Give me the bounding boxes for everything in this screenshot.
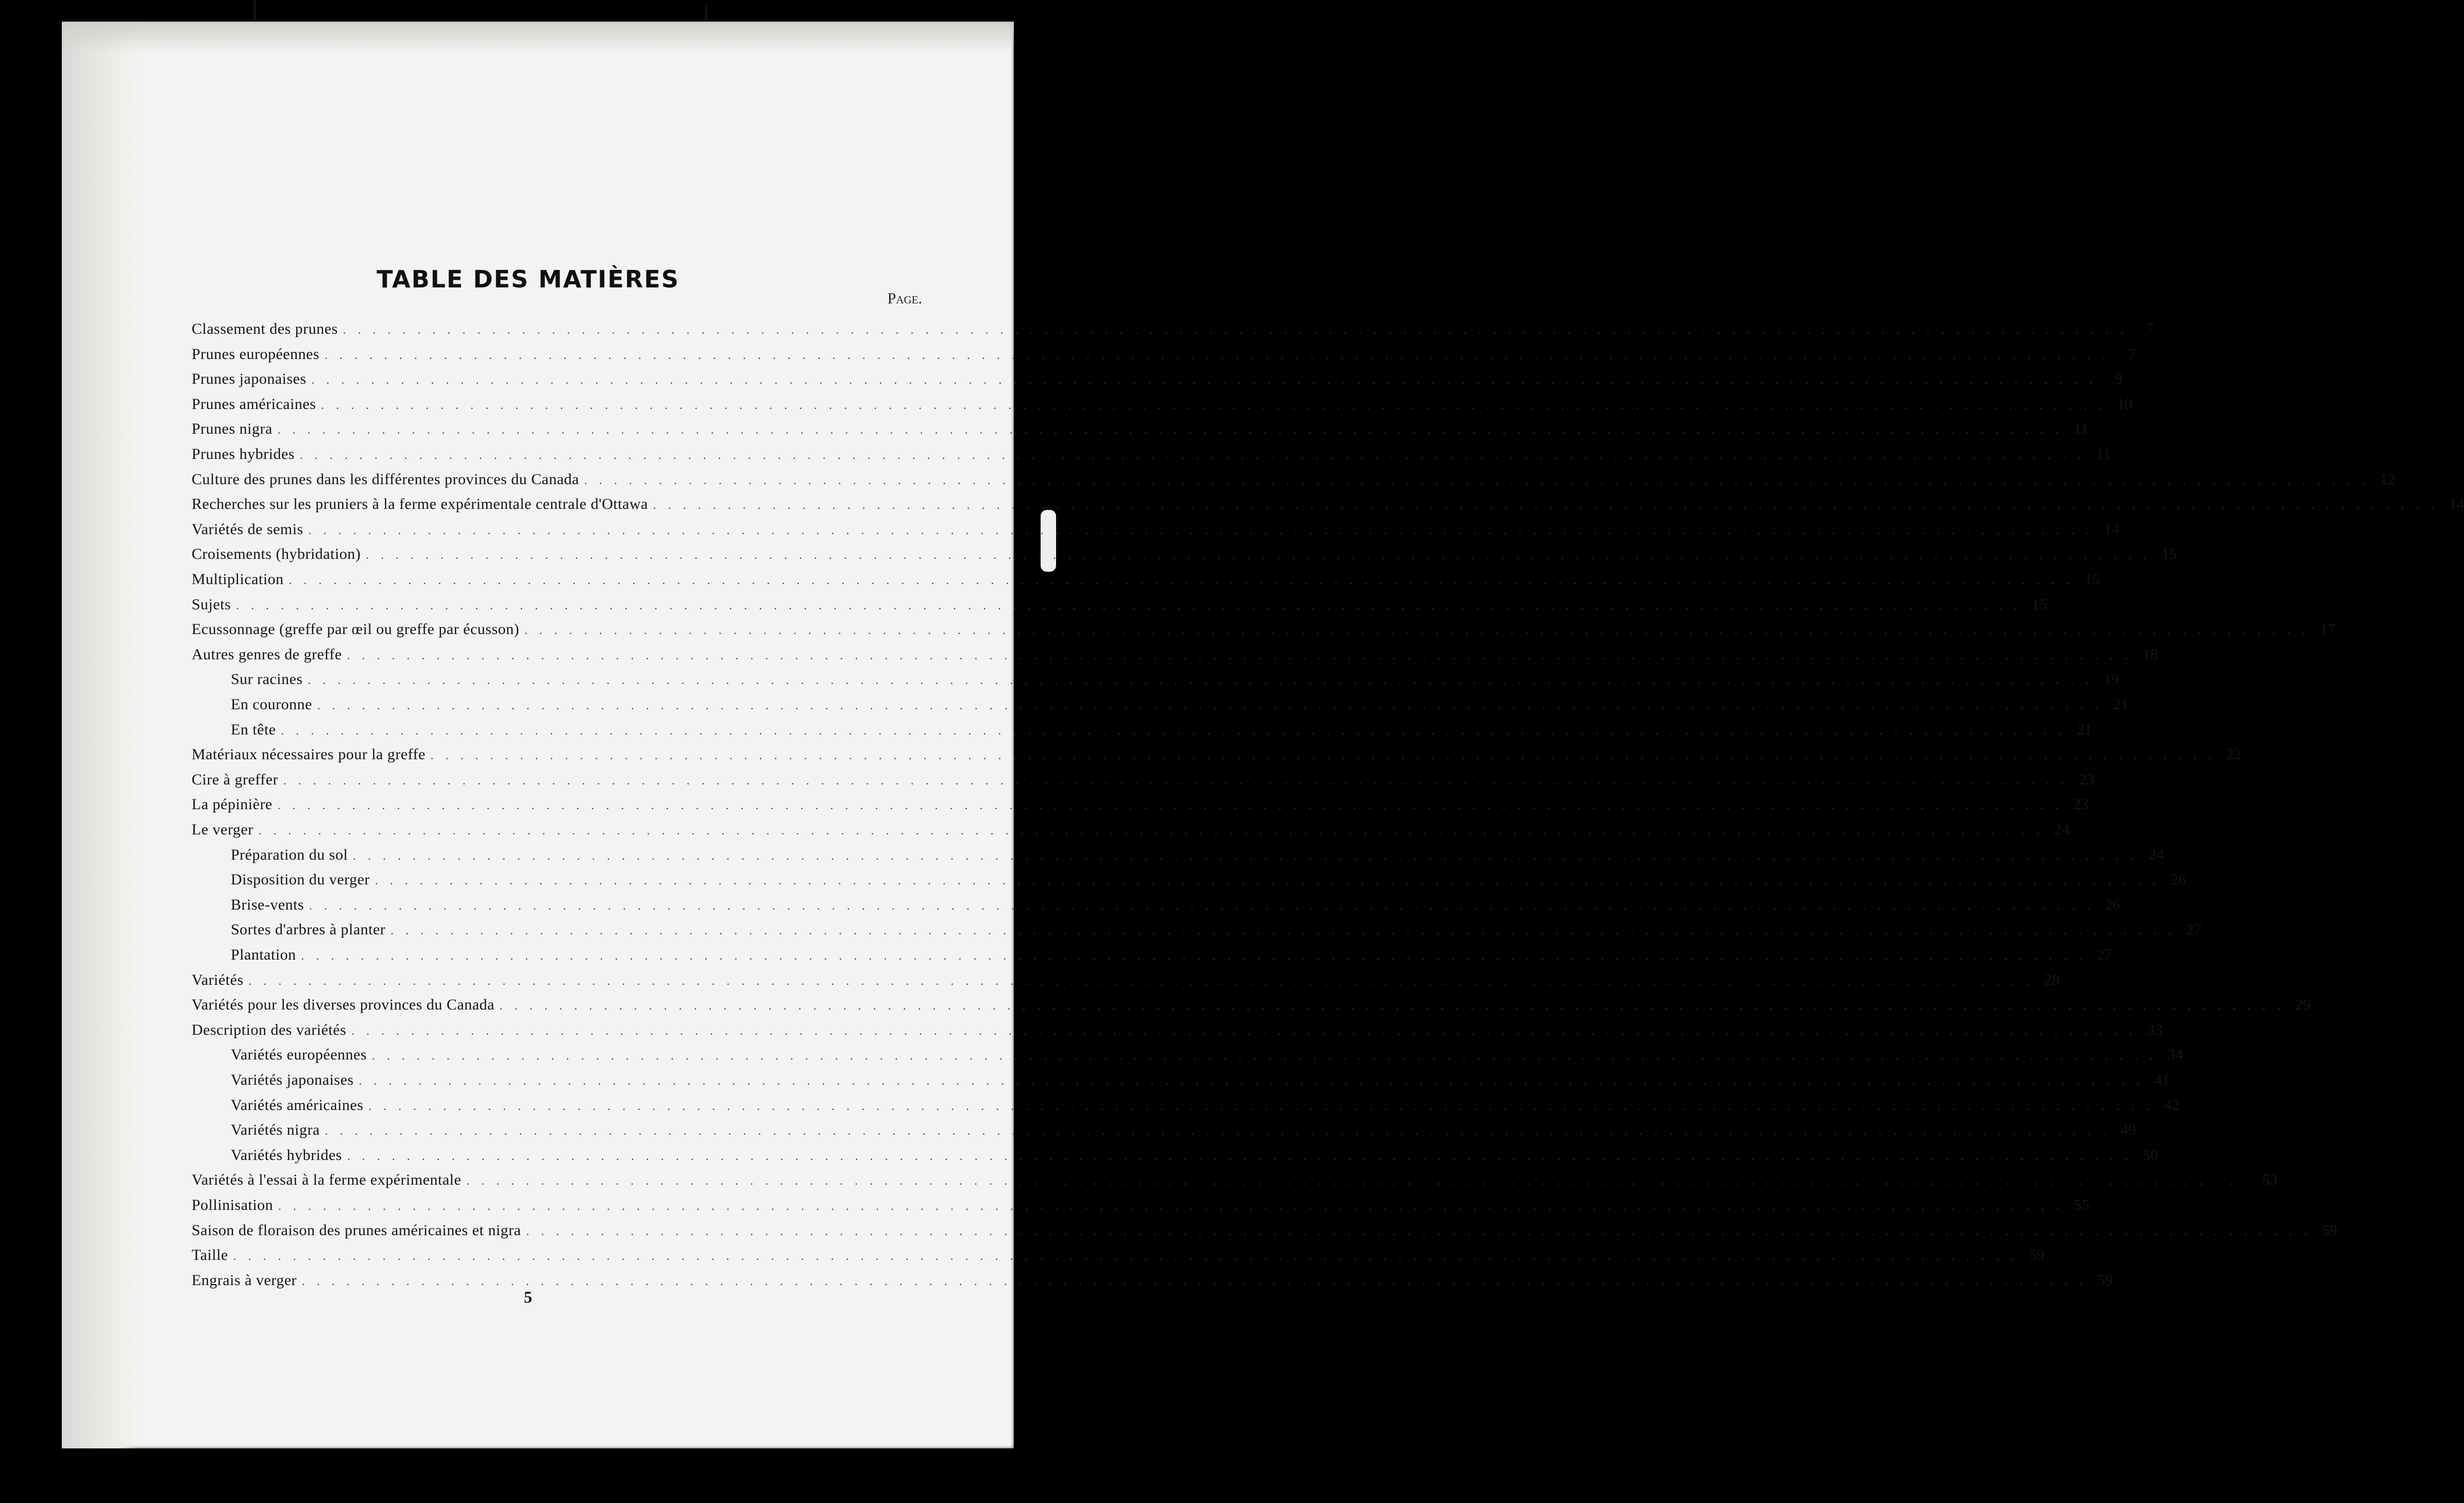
toc-entry-label: Variétés pour les diverses provinces du Canada xyxy=(192,996,495,1014)
toc-entry-label: La pépinière xyxy=(192,796,273,813)
toc-entry-label: Variétés américaines xyxy=(231,1096,364,1114)
toc-entry-label: Variétés nigra xyxy=(231,1121,320,1139)
toc-entry xyxy=(192,470,2395,492)
toc-entry-label: Pollinisation xyxy=(192,1197,274,1214)
toc-entry-label: Brise-vents xyxy=(231,896,304,913)
toc-entry-page: 41 xyxy=(2154,1071,2170,1088)
toc-entry-label: Variétés japonaises xyxy=(231,1071,354,1088)
toc-dot-leader: . . . . . . . . . . . . . . . . . . . . . . . . . . . . . . . . . . . . . . . . . . . . . . . . . . . . . . . . . . . . . . . . . . . . . . . . . . . . . . . . . . . . . . . . . . . . . . . . . . . . . . . . . . . . . . . . . . . . . . . . xyxy=(343,323,2129,336)
page-title: TABLE DES MATIÈRES xyxy=(377,265,679,293)
toc-entry-label: Multiplication xyxy=(192,571,284,588)
toc-entry-page: 21 xyxy=(2077,721,2093,738)
toc-entry-label: Variétés xyxy=(192,971,244,988)
toc-entry-label: Sortes d'arbres à planter xyxy=(231,921,386,938)
toc-entry xyxy=(231,896,2120,918)
toc-entry xyxy=(192,595,2047,618)
toc-dot-leader: . . . . . . . . . . . . . . . . . . . . . . . . . . . . . . . . . . . . . . . . . . . . . . . . . . . . . . . . . . . . . . . . . . . . . . . . . . . . . . . . . . . . . . . . . . . . . . . . . . . . . . . . . . . . . . . . . . . . . . . . xyxy=(233,1250,2019,1263)
toc-entry xyxy=(192,395,2132,417)
toc-dot-leader: . . . . . . . . . . . . . . . . . . . . . . . . . . . . . . . . . . . . . . . . . . . . . . . . . . . . . . . . . . . . . . . . . . . . . . . . . . . . . . . . . . . . . . . . . . . . . . . . . . . . . . . . . . . . . . . . . . . . . . . . xyxy=(372,1049,2157,1063)
toc-entry-label: Autres genres de greffe xyxy=(192,645,342,663)
toc-entry xyxy=(192,1221,2337,1243)
toc-entry-label: Recherches sur les pruniers à la ferme expérimentale centrale d'Ottawa xyxy=(192,496,648,513)
toc-entry-page: 59 xyxy=(2097,1271,2113,1289)
toc-entry xyxy=(192,621,2336,642)
toc-dot-leader: . . . . . . . . . . . . . . . . . . . . . . . . . . . . . . . . . . . . . . . . . . . . . . . . . . . . . . . . . . . . . . . . . . . . . . . . . . . . . . . . . . . . . . . . . . . . . . . . . . . . . . . . . . . . . . . . . . . . . . . . xyxy=(277,799,2063,812)
toc-dot-leader: . . . . . . . . . . . . . . . . . . . . . . . . . . . . . . . . . . . . . . . . . . . . . . . . . . . . . . . . . . . . . . . . . . . . . . . . . . . . . . . . . . . . . . . . . . . . . . . . . . . . . . . . . . . . . . . . . . . . . . . . xyxy=(499,999,2285,1013)
toc-entry-label: Prunes américaines xyxy=(192,395,316,413)
toc-entry xyxy=(231,696,2129,718)
toc-entry-label: Variétés hybrides xyxy=(231,1146,342,1164)
toc-entry xyxy=(192,796,2089,817)
scan-artifact-top-line xyxy=(253,0,256,20)
toc-entry-page: 11 xyxy=(2074,420,2089,438)
toc-entry-label: Croisements (hybridation) xyxy=(192,545,361,563)
toc-dot-leader: . . . . . . . . . . . . . . . . . . . . . . . . . . . . . . . . . . . . . . . . . . . . . . . . . . . . . . . . . . . . . . . . . . . . . . . . . . . . . . . . . . . . . . . . . . . . . . . . . . . . . . . . . . . . . . . . . . . . . . . . xyxy=(299,449,2085,462)
toc-dot-leader: . . . . . . . . . . . . . . . . . . . . . . . . . . . . . . . . . . . . . . . . . . . . . . . . . . . . . . . . . . . . . . . . . . . . . . . . . . . . . . . . . . . . . . . . . . . . . . . . . . . . . . . . . . . . . . . . . . . . . . . . xyxy=(281,724,2067,737)
toc-entry-label: En tête xyxy=(231,721,276,738)
toc-entry-page: 53 xyxy=(2262,1171,2278,1189)
toc-entry-page: 50 xyxy=(2143,1146,2159,1164)
toc-entry-page: 9 xyxy=(2115,370,2123,388)
toc-dot-leader: . . . . . . . . . . . . . . . . . . . . . . . . . . . . . . . . . . . . . . . . . . . . . . . . . . . . . . . . . . . . . . . . . . . . . . . . . . . . . . . . . . . . . . . . . . . . . . . . . . . . . . . . . . . . . . . . . . . . . . . . xyxy=(283,774,2069,787)
toc-entry-label: Sur racines xyxy=(231,671,303,688)
toc-entry-label: Ecussonnage (greffe par œil ou greffe par écusson) xyxy=(192,621,520,638)
toc-dot-leader: . . . . . . . . . . . . . . . . . . . . . . . . . . . . . . . . . . . . . . . . . . . . . . . . . . . . . . . . . . . . . . . . . . . . . . . . . . . . . . . . . . . . . . . . . . . . . . . . . . . . . . . . . . . . . . . . . . . . . . . . xyxy=(321,398,2106,412)
toc-entry-page: 11 xyxy=(2096,446,2111,463)
toc-entry-page: 34 xyxy=(2167,1046,2183,1064)
toc-dot-leader: . . . . . . . . . . . . . . . . . . . . . . . . . . . . . . . . . . . . . . . . . . . . . . . . . . . . . . . . . . . . . . . . . . . . . . . . . . . . . . . . . . . . . . . . . . . . . . . . . . . . . . . . . . . . . . . . . . . . . . . . xyxy=(366,549,2151,562)
toc-entry-page: 12 xyxy=(2380,470,2395,488)
toc-entry xyxy=(192,320,2154,342)
toc-entry xyxy=(192,545,2177,567)
toc-dot-leader: . . . . . . . . . . . . . . . . . . . . . . . . . . . . . . . . . . . . . . . . . . . . . . . . . . . . . . . . . . . . . . . . . . . . . . . . . . . . . . . . . . . . . . . . . . . . . . . . . . . . . . . . . . . . . . . . . . . . . . . . xyxy=(353,849,2138,862)
toc-entry-page: 22 xyxy=(2226,746,2242,763)
toc-entry-page: 27 xyxy=(2186,921,2202,938)
toc-entry-page: 14 xyxy=(2104,520,2120,538)
toc-entry xyxy=(231,721,2093,743)
toc-dot-leader: . . . . . . . . . . . . . . . . . . . . . . . . . . . . . . . . . . . . . . . . . . . . . . . . . . . . . . . . . . . . . . . . . . . . . . . . . . . . . . . . . . . . . . . . . . . . . . . . . . . . . . . . . . . . . . . . . . . . . . . . xyxy=(375,874,2161,887)
toc-entry-label: Prunes nigra xyxy=(192,420,273,438)
toc-dot-leader: . . . . . . . . . . . . . . . . . . . . . . . . . . . . . . . . . . . . . . . . . . . . . . . . . . . . . . . . . . . . . . . . . . . . . . . . . . . . . . . . . . . . . . . . . . . . . . . . . . . . . . . . . . . . . . . . . . . . . . . . xyxy=(288,574,2075,587)
toc-entry-page: 19 xyxy=(2103,671,2119,688)
toc-entry xyxy=(192,996,2311,1018)
toc-entry xyxy=(231,871,2186,893)
toc-entry xyxy=(231,921,2202,943)
toc-entry-label: Prunes japonaises xyxy=(192,370,307,388)
toc-entry-page: 49 xyxy=(2120,1121,2136,1139)
toc-entry-page: 15 xyxy=(2031,595,2047,613)
toc-entry-label: Matériaux nécessaires pour la greffe xyxy=(192,746,426,763)
toc-entry-label: Préparation du sol xyxy=(231,846,348,863)
toc-entry xyxy=(192,1246,2045,1268)
toc-dot-leader: . . . . . . . . . . . . . . . . . . . . . . . . . . . . . . . . . . . . . . . . . . . . . . . . . . . . . . . . . . . . . . . . . . . . . . . . . . . . . . . . . . . . . . . . . . . . . . . . . . . . . . . . . . . . . . . . . . . . . . . . xyxy=(347,1149,2133,1163)
toc-entry-page: 27 xyxy=(2097,946,2113,963)
toc-dot-leader: . . . . . . . . . . . . . . . . . . . . . . . . . . . . . . . . . . . . . . . . . . . . . . . . . . . . . . . . . . . . . . . . . . . . . . . . . . . . . . . . . . . . . . . . . . . . . . . . . . . . . . . . . . . . . . . . . . . . . . . . xyxy=(302,1274,2087,1288)
toc-entry xyxy=(192,645,2159,668)
toc-dot-leader: . . . . . . . . . . . . . . . . . . . . . . . . . . . . . . . . . . . . . . . . . . . . . . . . . . . . . . . . . . . . . . . . . . . . . . . . . . . . . . . . . . . . . . . . . . . . . . . . . . . . . . . . . . . . . . . . . . . . . . . . xyxy=(236,599,2021,612)
toc-entry-page: 26 xyxy=(2104,896,2120,913)
toc-entry-label: Taille xyxy=(192,1246,228,1264)
toc-entry xyxy=(231,1071,2170,1093)
toc-entry xyxy=(192,1197,2089,1218)
toc-entry-page: 55 xyxy=(2074,1197,2089,1214)
toc-dot-leader: . . . . . . . . . . . . . . . . . . . . . . . . . . . . . . . . . . . . . . . . . . . . . . . . . . . . . . . . . . . . . . . . . . . . . . . . . . . . . . . . . . . . . . . . . . . . . . . . . . . . . . . . . . . . . . . . . . . . . . . . xyxy=(309,899,2095,912)
toc-dot-leader: . . . . . . . . . . . . . . . . . . . . . . . . . . . . . . . . . . . . . . . . . . . . . . . . . . . . . . . . . . . . . . . . . . . . . . . . . . . . . . . . . . . . . . . . . . . . . . . . . . . . . . . . . . . . . . . . . . . . . . . . xyxy=(308,674,2094,687)
toc-entry-page: 26 xyxy=(2170,871,2186,889)
toc-entry xyxy=(192,1171,2278,1193)
page-column-header: Page. xyxy=(887,290,922,307)
toc-dot-leader: . . . . . . . . . . . . . . . . . . . . . . . . . . . . . . . . . . . . . . . . . . . . . . . . . . . . . . . . . . . . . . . . . . . . . . . . . . . . . . . . . . . . . . . . . . . . . . . . . . . . . . . . . . . . . . . . . . . . . . . . xyxy=(351,1024,2137,1037)
toc-entry xyxy=(192,1021,2163,1043)
toc-dot-leader: . . . . . . . . . . . . . . . . . . . . . . . . . . . . . . . . . . . . . . . . . . . . . . . . . . . . . . . . . . . . . . . . . . . . . . . . . . . . . . . . . . . . . . . . . . . . . . . . . . . . . . . . . . . . . . . . . . . . . . . . xyxy=(526,1224,2312,1238)
toc-entry xyxy=(231,846,2164,868)
toc-entry xyxy=(192,345,2136,367)
toc-entry-label: Disposition du verger xyxy=(231,871,370,889)
toc-entry-page: 42 xyxy=(2164,1096,2180,1114)
toc-entry-page: 24 xyxy=(2148,846,2164,863)
toc-entry-label: Plantation xyxy=(231,946,296,963)
toc-entry xyxy=(192,771,2095,793)
toc-dot-leader: . . . . . . . . . . . . . . . . . . . . . . . . . . . . . . . . . . . . . . . . . . . . . . . . . . . . . . . . . . . . . . . . . . . . . . . . . . . . . . . . . . . . . . . . . . . . . . . . . . . . . . . . . . . . . . . . . . . . . . . . xyxy=(317,699,2103,712)
toc-dot-leader: . . . . . . . . . . . . . . . . . . . . . . . . . . . . . . . . . . . . . . . . . . . . . . . . . . . . . . . . . . . . . . . . . . . . . . . . . . . . . . . . . . . . . . . . . . . . . . . . . . . . . . . . . . . . . . . . . . . . . . . . xyxy=(359,1074,2145,1087)
toc-entry-page: 7 xyxy=(2146,320,2154,337)
toc-entry xyxy=(231,671,2119,692)
toc-dot-leader: . . . . . . . . . . . . . . . . . . . . . . . . . . . . . . . . . . . . . . . . . . . . . . . . . . . . . . . . . . . . . . . . . . . . . . . . . . . . . . . . . . . . . . . . . . . . . . . . . . . . . . . . . . . . . . . . . . . . . . . . xyxy=(278,1200,2064,1212)
page-number: 5 xyxy=(524,1288,532,1306)
scan-artifact-right-blob xyxy=(1041,510,1056,572)
toc-entry-page: 23 xyxy=(2073,796,2089,813)
toc-entry-page: 59 xyxy=(2029,1246,2045,1264)
toc-entry-page: 29 xyxy=(2295,996,2311,1014)
toc-entry-page: 10 xyxy=(2116,395,2132,413)
toc-entry-label: Engrais à verger xyxy=(192,1271,297,1289)
toc-entry-page: 7 xyxy=(2128,345,2136,363)
scan-artifact-top-tick xyxy=(705,5,707,21)
top-edge-shadow xyxy=(62,22,1014,53)
toc-dot-leader: . . . . . . . . . . . . . . . . . . . . . . . . . . . . . . . . . . . . . . . . . . . . . . . . . . . . . . . . . . . . . . . . . . . . . . . . . . . . . . . . . . . . . . . . . . . . . . . . . . . . . . . . . . . . . . . . . . . . . . . . xyxy=(524,624,2310,637)
toc-entry-label: Prunes européennes xyxy=(192,345,320,363)
toc-entry xyxy=(192,821,2070,843)
toc-dot-leader: . . . . . . . . . . . . . . . . . . . . . . . . . . . . . . . . . . . . . . . . . . . . . . . . . . . . . . . . . . . . . . . . . . . . . . . . . . . . . . . . . . . . . . . . . . . . . . . . . . . . . . . . . . . . . . . . . . . . . . . . xyxy=(347,648,2133,662)
toc-entry xyxy=(192,746,2242,767)
toc-entry-page: 28 xyxy=(2044,971,2060,988)
toc-entry xyxy=(192,370,2123,392)
toc-dot-leader: . . . . . . . . . . . . . . . . . . . . . . . . . . . . . . . . . . . . . . . . . . . . . . . . . . . . . . . . . . . . . . . . . . . . . . . . . . . . . . . . . . . . . . . . . . . . . . . . . . . . . . . . . . . . . . . . . . . . . . . . xyxy=(301,949,2087,962)
toc-entry-page: 59 xyxy=(2321,1221,2337,1239)
toc-entry-label: En couronne xyxy=(231,696,312,713)
toc-entry-label: Variétés à l'essai à la ferme expérimentale xyxy=(192,1171,462,1189)
toc-entry-label: Classement des prunes xyxy=(192,320,338,337)
toc-dot-leader: . . . . . . . . . . . . . . . . . . . . . . . . . . . . . . . . . . . . . . . . . . . . . . . . . . . . . . . . . . . . . . . . . . . . . . . . . . . . . . . . . . . . . . . . . . . . . . . . . . . . . . . . . . . . . . . . . . . . . . . . xyxy=(466,1174,2252,1188)
toc-entry xyxy=(192,971,2060,993)
toc-dot-leader: . . . . . . . . . . . . . . . . . . . . . . . . . . . . . . . . . . . . . . . . . . . . . . . . . . . . . . . . . . . . . . . . . . . . . . . . . . . . . . . . . . . . . . . . . . . . . . . . . . . . . . . . . . . . . . . . . . . . . . . . xyxy=(584,473,2370,487)
toc-dot-leader: . . . . . . . . . . . . . . . . . . . . . . . . . . . . . . . . . . . . . . . . . . . . . . . . . . . . . . . . . . . . . . . . . . . . . . . . . . . . . . . . . . . . . . . . . . . . . . . . . . . . . . . . . . . . . . . . . . . . . . . . xyxy=(430,749,2216,762)
toc-entry xyxy=(231,1121,2136,1143)
toc-dot-leader: . . . . . . . . . . . . . . . . . . . . . . . . . . . . . . . . . . . . . . . . . . . . . . . . . . . . . . . . . . . . . . . . . . . . . . . . . . . . . . . . . . . . . . . . . . . . . . . . . . . . . . . . . . . . . . . . . . . . . . . . xyxy=(248,974,2034,987)
toc-dot-leader: . . . . . . . . . . . . . . . . . . . . . . . . . . . . . . . . . . . . . . . . . . . . . . . . . . . . . . . . . . . . . . . . . . . . . . . . . . . . . . . . . . . . . . . . . . . . . . . . . . . . . . . . . . . . . . . . . . . . . . . . xyxy=(368,1099,2154,1113)
toc-dot-leader: . . . . . . . . . . . . . . . . . . . . . . . . . . . . . . . . . . . . . . . . . . . . . . . . . . . . . . . . . . . . . . . . . . . . . . . . . . . . . . . . . . . . . . . . . . . . . . . . . . . . . . . . . . . . . . . . . . . . . . . . xyxy=(277,423,2063,437)
toc-entry xyxy=(192,496,2464,517)
toc-entry-page: 33 xyxy=(2147,1021,2163,1038)
toc-entry-page: 17 xyxy=(2320,621,2336,638)
toc-dot-leader: . . . . . . . . . . . . . . . . . . . . . . . . . . . . . . . . . . . . . . . . . . . . . . . . . . . . . . . . . . . . . . . . . . . . . . . . . . . . . . . . . . . . . . . . . . . . . . . . . . . . . . . . . . . . . . . . . . . . . . . . xyxy=(325,1124,2111,1138)
toc-entry-page: 18 xyxy=(2143,645,2159,663)
toc-dot-leader: . . . . . . . . . . . . . . . . . . . . . . . . . . . . . . . . . . . . . . . . . . . . . . . . . . . . . . . . . . . . . . . . . . . . . . . . . . . . . . . . . . . . . . . . . . . . . . . . . . . . . . . . . . . . . . . . . . . . . . . . xyxy=(311,373,2097,387)
toc-entry xyxy=(231,1146,2159,1168)
toc-entry-page: 15 xyxy=(2084,571,2100,588)
toc-entry-page: 24 xyxy=(2054,821,2070,838)
toc-entry-label: Saison de floraison des prunes américaines et nigra xyxy=(192,1221,521,1239)
toc-entry-label: Sujets xyxy=(192,595,231,613)
toc-dot-leader: . . . . . . . . . . . . . . . . . . . . . . . . . . . . . . . . . . . . . . . . . . . . . . . . . . . . . . . . . . . . . . . . . . . . . . . . . . . . . . . . . . . . . . . . . . . . . . . . . . . . . . . . . . . . . . . . . . . . . . . . xyxy=(390,924,2176,937)
toc-entry-label: Prunes hybrides xyxy=(192,446,295,463)
toc-entry-page: 21 xyxy=(2113,696,2129,713)
toc-entry-label: Variétés européennes xyxy=(231,1046,367,1064)
toc-entry-label: Description des variétés xyxy=(192,1021,347,1038)
toc-entry xyxy=(192,420,2089,442)
toc-entry xyxy=(231,1096,2180,1118)
toc-entry xyxy=(192,446,2111,467)
toc-entry xyxy=(231,946,2113,968)
toc-entry-page: 15 xyxy=(2161,545,2177,563)
toc-entry-page: 23 xyxy=(2079,771,2095,788)
toc-entry-label: Le verger xyxy=(192,821,253,838)
toc-entry-label: Variétés de semis xyxy=(192,520,303,538)
toc-dot-leader: . . . . . . . . . . . . . . . . . . . . . . . . . . . . . . . . . . . . . . . . . . . . . . . . . . . . . . . . . . . . . . . . . . . . . . . . . . . . . . . . . . . . . . . . . . . . . . . . . . . . . . . . . . . . . . . . . . . . . . . . xyxy=(258,824,2044,837)
toc-dot-leader: . . . . . . . . . . . . . . . . . . . . . . . . . . . . . . . . . . . . . . . . . . . . . . . . . . . . . . . . . . . . . . . . . . . . . . . . . . . . . . . . . . . . . . . . . . . . . . . . . . . . . . . . . . . . . . . . . . . . . . . . xyxy=(653,499,2439,512)
toc-entry xyxy=(192,520,2120,542)
toc-dot-leader: . . . . . . . . . . . . . . . . . . . . . . . . . . . . . . . . . . . . . . . . . . . . . . . . . . . . . . . . . . . . . . . . . . . . . . . . . . . . . . . . . . . . . . . . . . . . . . . . . . . . . . . . . . . . . . . . . . . . . . . . xyxy=(325,348,2110,362)
binding-gutter-shadow xyxy=(62,22,139,1448)
toc-entry-label: Culture des prunes dans les différentes provinces du Canada xyxy=(192,470,580,488)
toc-entry-page: 14 xyxy=(2449,496,2464,513)
toc-dot-leader: . . . . . . . . . . . . . . . . . . . . . . . . . . . . . . . . . . . . . . . . . . . . . . . . . . . . . . . . . . . . . . . . . . . . . . . . . . . . . . . . . . . . . . . . . . . . . . . . . . . . . . . . . . . . . . . . . . . . . . . . xyxy=(308,523,2094,537)
toc-entry xyxy=(192,571,2100,592)
toc-entry-label: Cire à greffer xyxy=(192,771,279,788)
toc-entry xyxy=(231,1046,2183,1068)
